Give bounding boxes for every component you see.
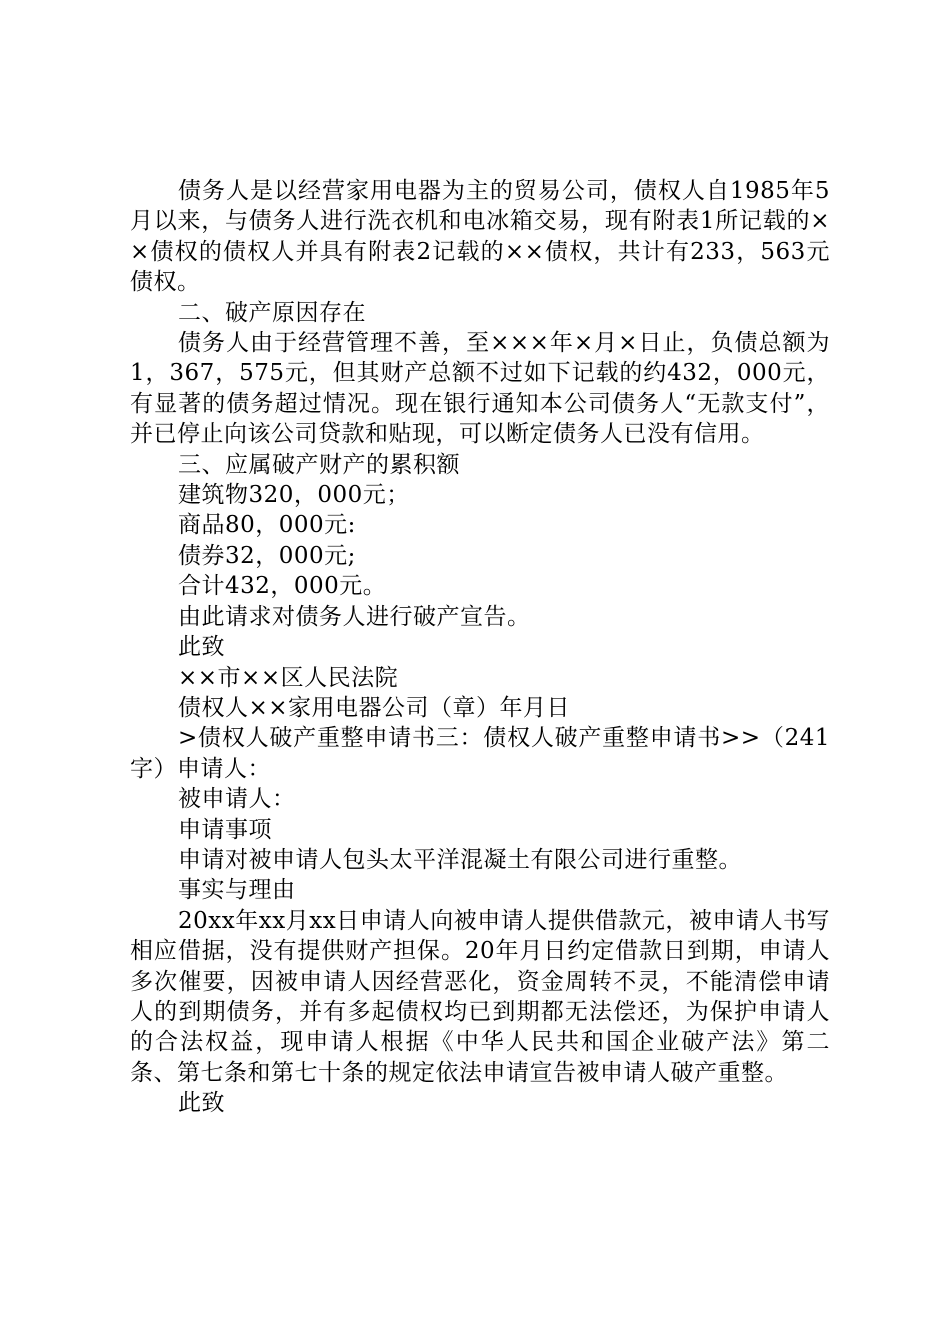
document-body (130, 176, 830, 1119)
heading-bankruptcy-cause: 二、破产原因存在 (178, 299, 366, 326)
asset-goods: 商品80，000元: (178, 512, 356, 539)
heading-application-items: 申请事项 (178, 816, 272, 843)
field-respondent: 被申请人： (178, 786, 296, 813)
paragraph-application-item: 申请对被申请人包头太平洋混凝土有限公司进行重整。 (178, 846, 742, 873)
heading-facts-reasons: 事实与理由 (178, 877, 296, 904)
signature-creditor: 债权人××家用电器公司（章）年月日 (178, 694, 571, 721)
section-title-application-three: >债权人破产重整申请书三：债权人破产重整申请书>>（241字）申请人： (130, 725, 830, 782)
paragraph-insolvency-facts: 债务人由于经营管理不善，至×××年×月×日止，负债总额为1，367，575元，但其财产总额不过如下记载的约432，000元，有显著的债务超过情况。现在银行通知本公司债务人“无款支付”，并已停止向该公司贷款和贴现，可以断定债务人已没有信用。 (130, 330, 830, 448)
paragraph-request: 由此请求对债务人进行破产宣告。 (178, 603, 531, 630)
salutation-cizhi: 此致 (178, 634, 225, 661)
asset-bonds: 债券32，000元; (178, 542, 356, 569)
salutation-cizhi-closing: 此致 (178, 1090, 225, 1117)
asset-total: 合计432，000元。 (178, 573, 387, 600)
paragraph-facts-reasons: 20xx年xx月xx日申请人向被申请人提供借款元，被申请人书写相应借据，没有提供财产担保。20年月日约定借款日到期，申请人多次催要，因被申请人因经营恶化，资金周转不灵，不能清偿申请人的到期债务，并有多起债权均已到期都无法偿还，为保护申请人的合法权益，现申请人根据《中华人民共和国企业破产法》第二条、第七条和第七十条的规定依法申请宣告被申请人破产重整。 (130, 907, 830, 1086)
paragraph-debtor-description: 债务人是以经营家用电器为主的贸易公司，债权人自1985年5月以来，与债务人进行洗衣机和电冰箱交易，现有附表1所记载的××债权的债权人并具有附表2记载的××债权，共计有233，563元债权。 (130, 178, 830, 296)
addressee-court: ××市××区人民法院 (178, 664, 399, 691)
asset-buildings: 建筑物320，000元； (178, 482, 410, 509)
heading-bankruptcy-assets: 三、应属破产财产的累积额 (178, 451, 460, 478)
